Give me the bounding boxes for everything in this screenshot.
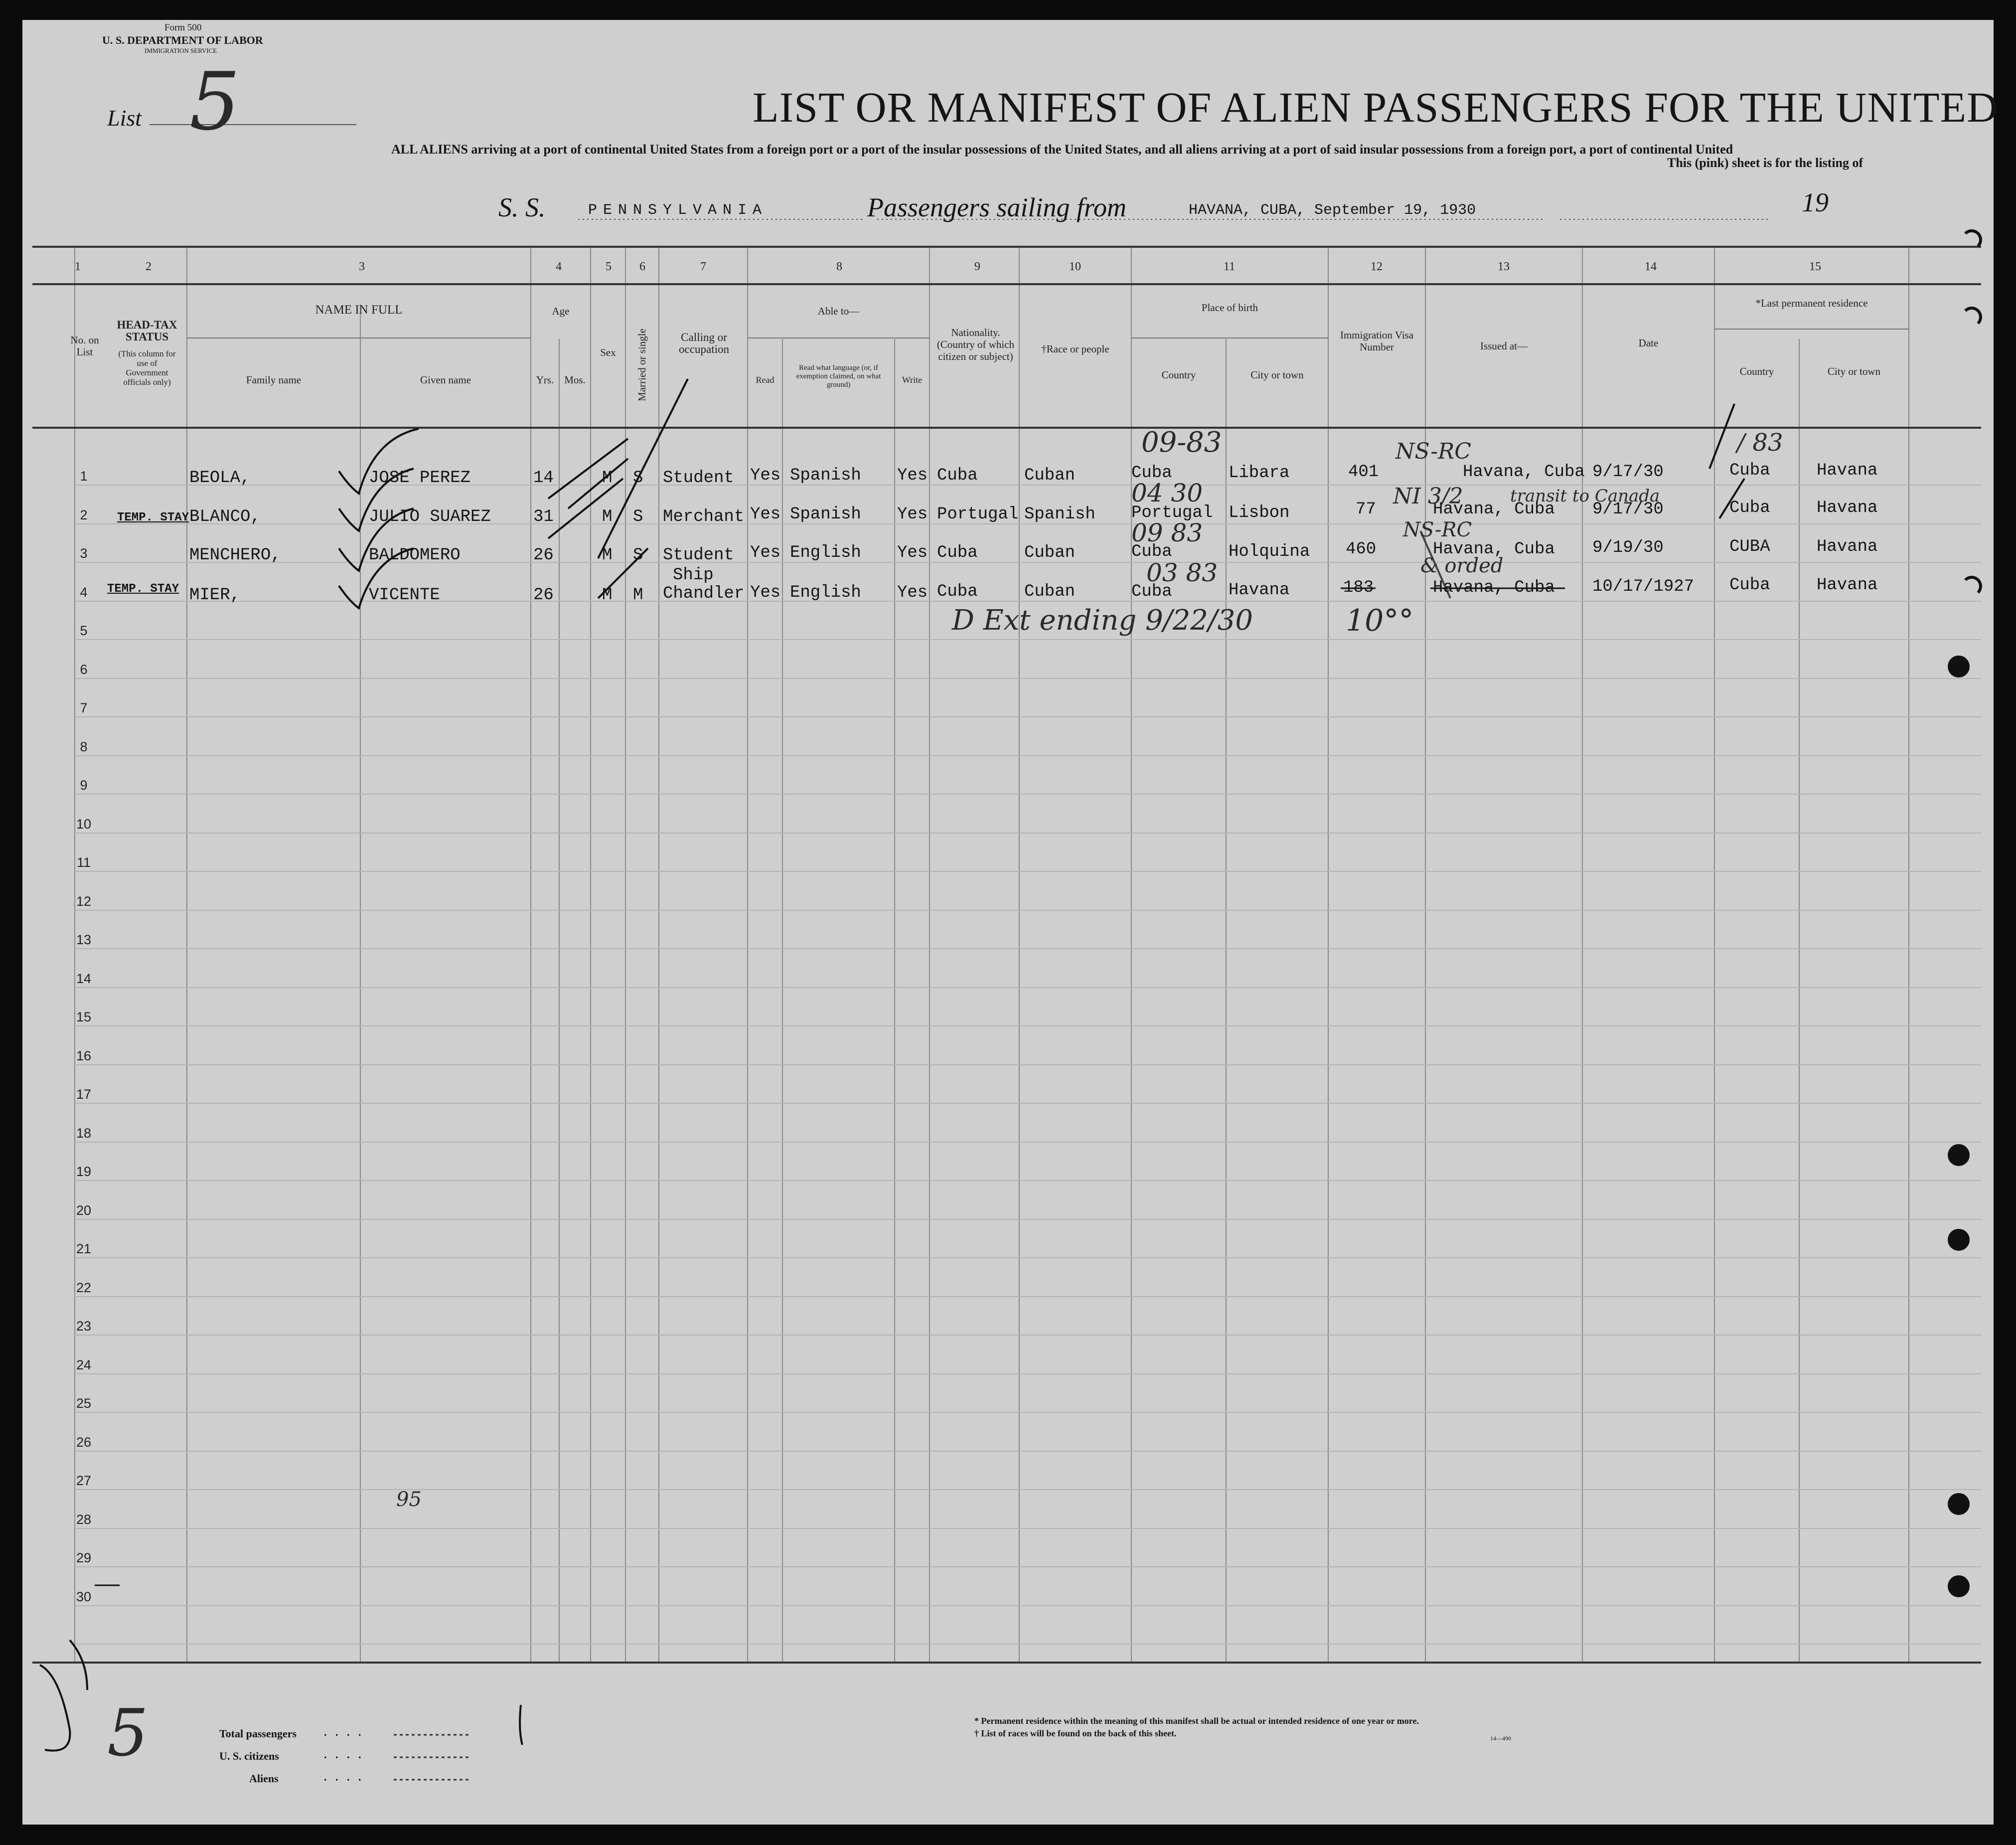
column-number: 10 — [1069, 260, 1081, 273]
sex: M — [602, 469, 613, 488]
column-number: 11 — [1224, 260, 1236, 273]
row-number: 5 — [80, 623, 88, 638]
header-name-in-full: NAME IN FULL — [315, 303, 403, 317]
given-name: VICENTE — [369, 586, 440, 605]
row-number: 13 — [76, 932, 92, 947]
handwritten-note: 10°° — [1346, 603, 1414, 638]
column-number: 8 — [836, 260, 842, 273]
head-tax-status: TEMP. STAY — [117, 511, 189, 524]
ship-name: PENNSYLVANIA — [588, 202, 768, 219]
column-number: 7 — [700, 260, 706, 273]
visa-number: 183 — [1343, 578, 1374, 597]
age: 14 — [533, 469, 554, 488]
header-write: Write — [902, 375, 923, 385]
row-number: 10 — [76, 817, 92, 832]
ss-label: S. S. — [498, 192, 546, 222]
residence-country: Cuba — [1729, 576, 1770, 595]
write: Yes — [897, 505, 928, 524]
header-head-tax: HEAD-TAX STATUS — [117, 319, 177, 343]
column-number: 5 — [606, 260, 612, 273]
residence-city: Havana — [1817, 499, 1878, 517]
binder-hole-icon — [1948, 1493, 1970, 1515]
read-language: Spanish — [790, 466, 861, 485]
page-title: LIST OR MANIFEST OF ALIEN PASSENGERS FOR THE UNITED — [753, 83, 1999, 131]
birth-city: Libara — [1229, 464, 1290, 483]
calling: Merchant — [663, 507, 745, 526]
service-label: IMMIGRATION SERVICE — [145, 47, 217, 54]
header-married: Married or single — [636, 329, 648, 401]
read: Yes — [750, 466, 781, 485]
given-name: JOSE PEREZ — [369, 469, 471, 488]
read: Yes — [750, 543, 781, 562]
sex: M — [602, 546, 613, 565]
residence-city: Havana — [1817, 537, 1878, 556]
residence-country: CUBA — [1729, 537, 1770, 556]
handwritten-note: 95 — [396, 1488, 422, 1511]
binder-hole-icon — [1948, 656, 1970, 677]
header-able-to: Able to— — [817, 305, 860, 317]
row-number: 19 — [76, 1164, 92, 1179]
binder-hole-icon — [1961, 229, 1982, 250]
binder-hole-icon — [1961, 307, 1982, 328]
row-number: 8 — [80, 739, 88, 754]
aliens-dots: . . . . — [324, 1771, 364, 1783]
sex: M — [602, 586, 613, 605]
row-number: 18 — [76, 1126, 92, 1141]
read-language: English — [790, 583, 861, 602]
visa-number: 77 — [1356, 500, 1376, 519]
issued-at: Havana, Cuba — [1433, 578, 1555, 597]
header-issued-at: Issued at— — [1480, 340, 1528, 352]
married: S — [633, 507, 643, 526]
age: 31 — [533, 507, 554, 526]
list-number: 5 — [189, 55, 240, 148]
race: Cuban — [1024, 466, 1076, 485]
family-name: BLANCO, — [189, 507, 261, 526]
head-tax-status: TEMP. STAY — [107, 582, 179, 596]
row-number: 3 — [80, 546, 88, 561]
header-no-on-list: No. on List — [70, 334, 99, 358]
header-yrs: Yrs. — [536, 374, 554, 386]
handwritten-note: NS-RC — [1396, 439, 1471, 464]
residence-city: Havana — [1817, 576, 1878, 595]
given-name: BALDOMERO — [369, 546, 461, 565]
birth-country: Cuba — [1131, 582, 1172, 601]
us-citizens-dots: . . . . — [324, 1748, 364, 1761]
issued-at: Havana, Cuba — [1463, 463, 1585, 482]
residence-city: Havana — [1817, 461, 1878, 480]
header-visa: Immigration Visa Number — [1340, 329, 1414, 353]
header-nationality: Nationality. (Country of which citizen or subject) — [936, 327, 1015, 362]
issued-at: Havana, Cuba — [1433, 540, 1555, 559]
birth-country: Cuba — [1131, 542, 1172, 561]
header-date: Date — [1638, 337, 1659, 349]
binder-hole-icon — [1948, 1575, 1970, 1597]
calling: Chandler — [663, 584, 745, 603]
row-number: 26 — [76, 1435, 92, 1450]
header-place-of-birth: Place of birth — [1201, 302, 1258, 314]
row-number: 2 — [80, 507, 88, 522]
row-number: 7 — [80, 700, 88, 715]
sailing-label: Passengers sailing from — [867, 192, 1127, 222]
handwritten-note: NS-RC — [1403, 518, 1472, 541]
header-res-country: Country — [1739, 365, 1774, 377]
header-res-city: City or town — [1827, 365, 1881, 377]
race: Spanish — [1024, 505, 1095, 524]
residence-country: Cuba — [1729, 499, 1770, 517]
row-number: 12 — [76, 894, 92, 909]
header-birth-city: City or town — [1250, 369, 1304, 381]
column-number: 14 — [1645, 260, 1657, 273]
sex: M — [602, 507, 613, 526]
row-number: 29 — [76, 1550, 92, 1565]
row-number: 14 — [76, 971, 92, 986]
write: Yes — [897, 466, 928, 485]
visa-date: 9/17/30 — [1592, 463, 1664, 482]
nationality: Cuba — [937, 543, 978, 562]
family-name: MENCHERO, — [189, 546, 281, 565]
header-mos: Mos. — [564, 374, 586, 386]
row-number: 20 — [76, 1203, 92, 1218]
total-passengers-label: Total passengers — [219, 1727, 297, 1740]
row-number: 4 — [80, 585, 88, 600]
binder-hole-icon — [1961, 576, 1982, 597]
row-number: 30 — [76, 1589, 92, 1604]
row-number: 6 — [80, 662, 88, 677]
read: Yes — [750, 505, 781, 524]
handwritten-note: 03 83 — [1146, 558, 1218, 587]
handwritten-note: / 83 — [1737, 429, 1783, 457]
married: M — [633, 586, 643, 605]
birth-city: Lisbon — [1229, 503, 1290, 522]
handwritten-note: & orded — [1420, 554, 1504, 577]
binder-hole-icon — [1948, 1144, 1970, 1166]
column-number: 6 — [639, 260, 645, 273]
column-number: 2 — [146, 260, 152, 273]
age: 26 — [533, 546, 554, 565]
row-number: 1 — [80, 469, 88, 484]
footnote-residence: * Permanent residence within the meaning of this manifest shall be actual or intended residence of one year or more. — [974, 1716, 1419, 1726]
read-language: Spanish — [790, 505, 861, 524]
header-calling: Calling or occupation — [679, 331, 729, 355]
row-number: 22 — [76, 1280, 92, 1295]
row-number: 11 — [76, 855, 91, 870]
header-birth-country: Country — [1161, 369, 1196, 381]
row-number: 28 — [76, 1512, 92, 1527]
column-number: 3 — [359, 260, 365, 273]
write: Yes — [897, 583, 928, 602]
row-number: 15 — [76, 1009, 92, 1024]
row-number: 16 — [76, 1048, 92, 1063]
nationality: Portugal — [937, 505, 1019, 524]
row-number: 24 — [76, 1357, 92, 1372]
row-number: 25 — [76, 1396, 92, 1411]
header-head-tax-note: (This column for use of Government officials only) — [118, 349, 176, 387]
married: S — [633, 546, 643, 565]
handwritten-note: 09-83 — [1141, 426, 1222, 459]
read-language: English — [790, 543, 861, 562]
calling-line1: Ship — [673, 566, 714, 585]
header-sex: Sex — [600, 346, 616, 358]
year-prefix: 19 — [1802, 187, 1829, 217]
handwritten-note: transit to Canada — [1510, 486, 1660, 506]
column-number: 9 — [974, 260, 980, 273]
row-number: 17 — [76, 1087, 92, 1102]
issued-at: Havana, Cuba — [1433, 500, 1555, 519]
header-age: Age — [552, 305, 570, 317]
column-number: 15 — [1809, 260, 1821, 273]
binder-hole-icon — [1948, 1229, 1970, 1251]
visa-date: 9/19/30 — [1592, 538, 1664, 557]
print-code: 14—490 — [1490, 1735, 1511, 1742]
visa-number: 401 — [1348, 463, 1379, 482]
handwritten-note: 5 — [107, 1695, 149, 1771]
handwritten-note: NI 3/2 — [1393, 484, 1463, 509]
header-last-residence: *Last permanent residence — [1755, 297, 1868, 309]
header-family-name: Family name — [246, 374, 302, 386]
handwritten-note: D Ext ending 9/22/30 — [952, 604, 1253, 637]
row-number: 27 — [76, 1473, 92, 1488]
birth-city: Havana — [1229, 581, 1290, 600]
calling: Student — [663, 469, 734, 488]
column-number: 13 — [1498, 260, 1510, 273]
birth-country: Cuba — [1131, 464, 1172, 483]
us-citizens-label: U. S. citizens — [219, 1750, 279, 1762]
row-number: 9 — [80, 778, 88, 793]
visa-date: 10/17/1927 — [1592, 577, 1695, 596]
department-label: U. S. DEPARTMENT OF LABOR — [102, 34, 263, 46]
read: Yes — [750, 583, 781, 602]
form-number: Form 500 — [164, 22, 202, 33]
race: Cuban — [1024, 543, 1076, 562]
race: Cuban — [1024, 582, 1076, 601]
aliens-label: Aliens — [249, 1772, 279, 1785]
handwritten-note: 04 30 — [1131, 479, 1203, 507]
birth-country: Portugal — [1131, 503, 1213, 522]
row-number: 23 — [76, 1319, 92, 1334]
visa-number: 460 — [1346, 540, 1377, 559]
header-read-language: Read what language (or, if exemption claimed, on what ground) — [796, 364, 881, 389]
column-number: 4 — [556, 260, 562, 273]
row-number: 21 — [76, 1241, 92, 1256]
nationality: Cuba — [937, 582, 978, 601]
calling: Student — [663, 546, 734, 565]
handwritten-note: 09 83 — [1131, 518, 1203, 547]
write: Yes — [897, 543, 928, 562]
header-read: Read — [756, 375, 775, 385]
nationality: Cuba — [937, 466, 978, 485]
footnote-races: † List of races will be found on the back of this sheet. — [974, 1728, 1177, 1738]
list-label: List — [107, 105, 142, 131]
subtitle-line2: This (pink) sheet is for the listing of — [1667, 156, 1863, 170]
family-name: MIER, — [189, 586, 241, 605]
visa-date: 9/17/30 — [1592, 500, 1664, 519]
age: 26 — [533, 586, 554, 605]
family-name: BEOLA, — [189, 469, 251, 488]
married: S — [633, 469, 643, 488]
birth-city: Holquina — [1229, 542, 1310, 561]
column-number: 1 — [75, 260, 81, 273]
residence-country: Cuba — [1729, 461, 1770, 480]
sailing-from: HAVANA, CUBA, September 19, 1930 — [1189, 202, 1476, 219]
header-given-name: Given name — [420, 374, 471, 386]
header-race: †Race or people — [1041, 343, 1109, 355]
subtitle-line1: ALL ALIENS arriving at a port of continental United States from a foreign port or a port of the insular possessions of the United States, and all aliens arriving at a port of said insular possessions from a foreign port, a port of continental United — [391, 142, 1733, 157]
given-name: JULIO SUAREZ — [369, 507, 491, 526]
column-number: 12 — [1371, 260, 1383, 273]
total-passengers-dots: . . . . — [324, 1726, 364, 1738]
